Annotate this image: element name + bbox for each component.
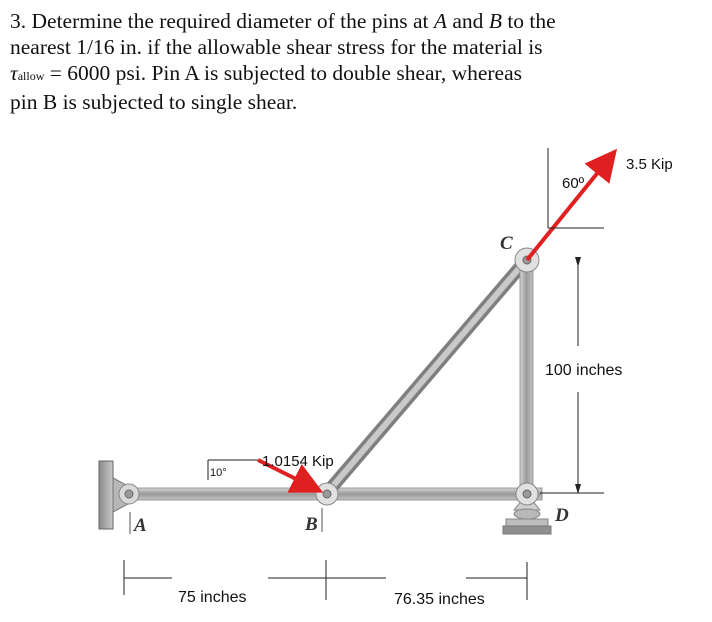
pin-b <box>316 483 338 505</box>
problem-text: 3. Determine the required diameter of the pins at <box>10 9 434 33</box>
point-c-label: C <box>500 233 513 254</box>
pin-b-ref: B <box>488 9 502 33</box>
point-a-label: A <box>134 515 147 536</box>
problem-text: = 6000 psi. Pin A is subjected to double shear, whereas <box>44 61 523 85</box>
force-c-arrow <box>527 155 612 260</box>
pin-a-ref: A <box>433 9 448 33</box>
problem-text: to the <box>501 9 556 33</box>
pin-a <box>119 484 139 504</box>
height-dimension <box>540 266 604 493</box>
point-b-label: B <box>305 514 318 535</box>
span-bd-label: 76.35 inches <box>394 591 485 608</box>
force-b-label: 1.0154 Kip <box>262 453 334 470</box>
point-d-label: D <box>555 505 569 526</box>
member-cd <box>520 260 533 496</box>
span-ab-label: 75 inches <box>178 589 247 606</box>
angle-b-label: 10° <box>210 467 227 479</box>
problem-text: and <box>447 9 489 33</box>
angle-c-label: 60º <box>562 175 585 192</box>
force-c-label: 3.5 Kip <box>626 156 673 173</box>
tau-subscript: allow <box>17 69 45 83</box>
height-label: 100 inches <box>545 362 623 379</box>
problem-line-4: pin B is subjected to single shear. <box>10 90 298 114</box>
tau-symbol: τ <box>10 61 18 85</box>
problem-line-2: nearest 1/16 in. if the allowable shear stress for the material is <box>10 35 543 59</box>
